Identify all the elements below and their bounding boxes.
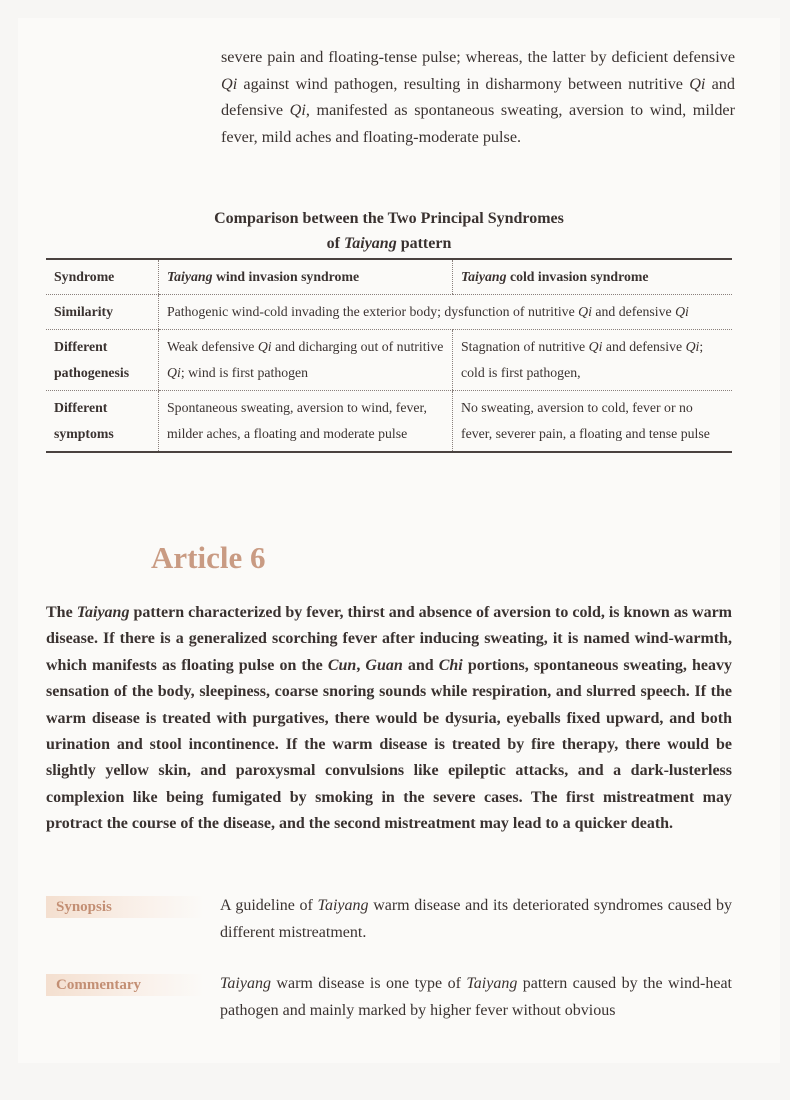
commentary-text (220, 971, 732, 1024)
synopsis-label: Synopsis (46, 896, 202, 918)
header-wind-syndrome: Taiyang wind invasion syndrome (159, 259, 453, 295)
synopsis-text (220, 893, 732, 946)
text-run: portions, spontaneous sweating, heavy sensation of the body, sleepiness, coarse snoring sounds while respiration, and slurred speech. If the warm disease is treated with purgatives, there would be dysuria, eyeballs fixed upward, and both urination and stool incontinence. If the warm disease is treated by fire therapy, there would be slightly yellow skin, and paroxysmal convulsions like epileptic attacks, and a dark-lusterless complexion like being fumigated by smoking in the severe cases. The first mistreatment may protract the course of the disease, and the second mistreatment may lead to a quicker death. (46, 656, 733, 833)
article-heading: Article 6 (151, 540, 266, 575)
row-label-pathogenesis: Different pathogenesis (46, 330, 159, 391)
text-run: and (402, 656, 439, 674)
italic-term: Qi (689, 74, 706, 93)
table-header-row (46, 259, 732, 295)
text-run: , manifested as spontaneous sweating, aversion to wind, milder fever, mild aches and floating-moderate pulse. (221, 101, 735, 146)
table-title (46, 206, 732, 256)
header-cold-syndrome: Taiyang cold invasion syndrome (453, 259, 733, 295)
symptoms-wind-cell: Spontaneous sweating, aversion to wind, fever, milder aches, a floating and moderate pulse (159, 391, 453, 453)
italic-term: Qi (578, 304, 592, 319)
italic-term: Cun (327, 656, 357, 674)
italic-term: Chi (438, 656, 463, 674)
text-run: Weak defensive (167, 339, 258, 354)
italic-term: Taiyang (466, 975, 518, 992)
text-run: and defensive (602, 339, 686, 354)
similarity-cell (159, 295, 733, 330)
text-run: The (46, 604, 77, 621)
italic-term: Taiyang (317, 897, 369, 914)
pathogenesis-wind-cell (159, 330, 453, 391)
italic-term: Guan (365, 656, 403, 674)
italic-term: Qi (685, 339, 700, 354)
text-run: ; wind is first pathogen (180, 365, 309, 380)
header-syndrome: Syndrome (46, 259, 159, 295)
comparison-table (46, 258, 732, 453)
row-label-symptoms: Different symptoms (54, 400, 114, 441)
table-title-line2: of Taiyang pattern (326, 235, 452, 252)
text-run: Stagnation of nutritive (461, 339, 589, 354)
italic-term: Qi (289, 101, 306, 119)
text-run: severe pain and floating-tense pulse; whereas, the latter by deficient defensive (221, 48, 735, 66)
text-run: A guideline of (220, 897, 318, 914)
text-run: pattern caused by the wind-heat pathogen and mainly marked by higher fever without obvious (220, 975, 732, 1019)
table-row-pathogenesis (46, 330, 732, 391)
text-run: warm disease is one type of (270, 975, 467, 992)
commentary-label: Commentary (46, 974, 202, 996)
text-run: Pathogenic wind-cold invading the exterior body; dysfunction of nutritive (167, 304, 579, 319)
row-label-similarity: Similarity (46, 295, 159, 330)
italic-term: Qi (675, 304, 689, 319)
table-row-similarity (46, 295, 732, 330)
italic-term: Taiyang (76, 604, 130, 621)
symptoms-cold-cell: No sweating, aversion to cold, fever or no fever, severer pain, a floating and tense pulse (453, 391, 733, 453)
italic-term: Qi (588, 339, 603, 354)
text-run: warm disease and its deteriorated syndromes caused by different mistreatment. (220, 897, 732, 941)
italic-term: Qi (167, 365, 181, 380)
article-body (46, 600, 732, 838)
text-run: , (356, 656, 366, 674)
italic-term: Taiyang (220, 975, 271, 992)
pathogenesis-cold-cell (453, 330, 733, 391)
text-run: and defensive (591, 304, 676, 319)
intro-paragraph (221, 44, 735, 150)
table-row-symptoms (46, 391, 732, 453)
text-run: ; cold is first pathogen, (461, 339, 704, 380)
italic-term: Qi (257, 339, 272, 354)
text-run: against wind pathogen, resulting in disharmony between nutritive (237, 74, 690, 93)
table-title-line1: Comparison between the Two Principal Syndromes (214, 210, 564, 227)
text-run: and defensive (221, 74, 735, 119)
text-run: and dicharging out of nutritive (271, 339, 444, 354)
text-run: pattern characterized by fever, thirst and absence of aversion to cold, is known as warm disease. If there is a generalized scorching fever after inducing sweating, it is named wind-warmth, which manifests as floating pulse on the (46, 604, 733, 674)
italic-term: Qi (221, 74, 238, 93)
